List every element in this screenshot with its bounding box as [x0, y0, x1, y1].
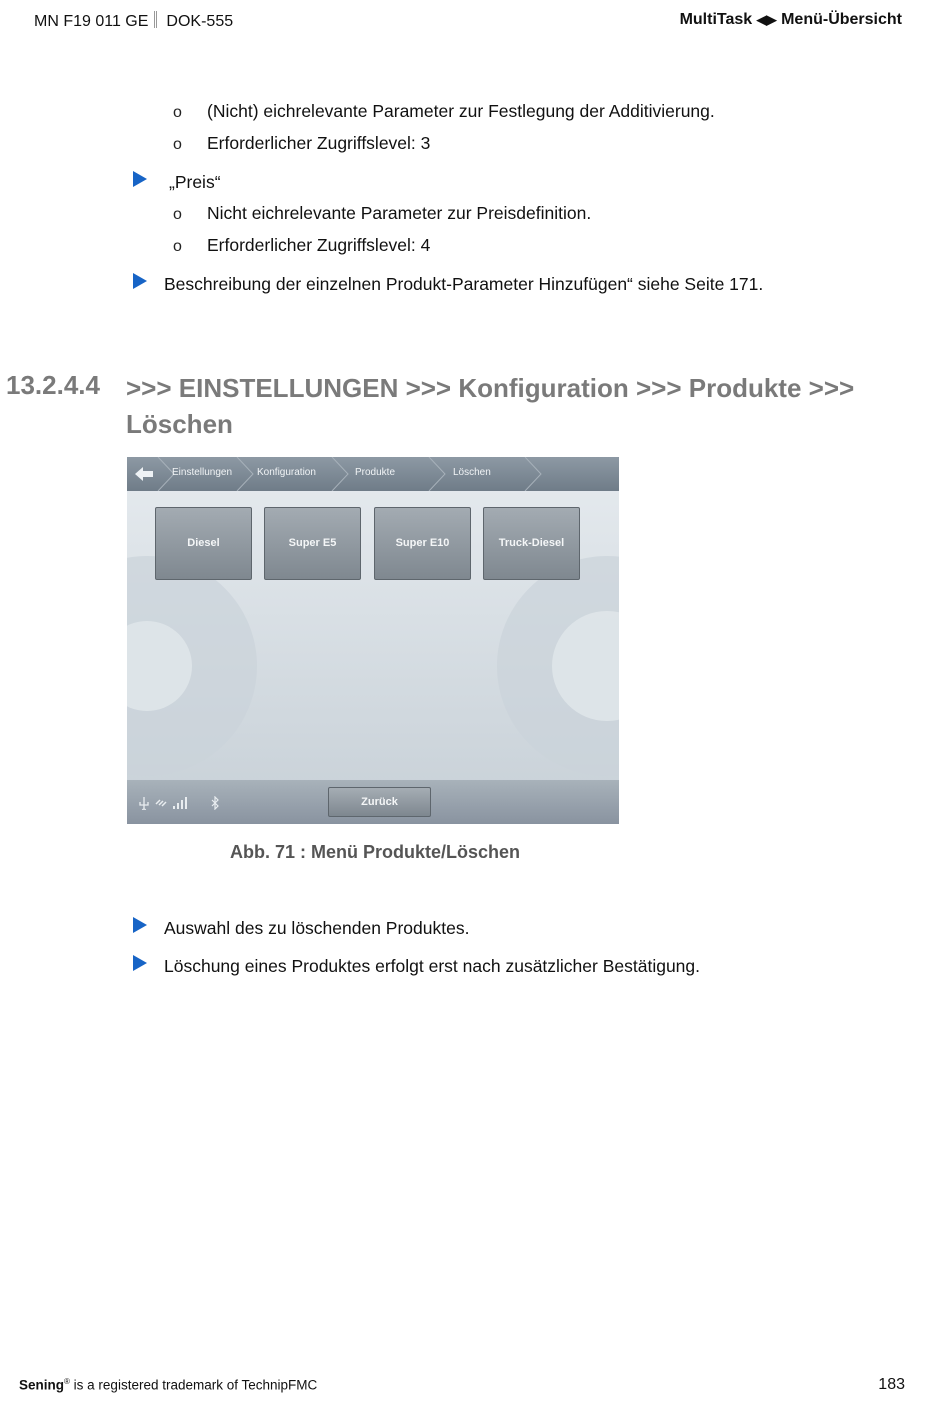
chevron-separator-icon [427, 457, 447, 491]
list-marker: o [173, 238, 182, 255]
signal-icon [172, 796, 188, 810]
breadcrumb-item[interactable]: Konfiguration [257, 467, 316, 478]
doc-id: MN F19 011 GE [34, 13, 149, 30]
bluetooth-icon [210, 796, 220, 810]
bullet-item: Auswahl des zu löschenden Produktes. [164, 918, 470, 938]
breadcrumb-item[interactable]: Löschen [453, 467, 491, 478]
device-screenshot [127, 457, 619, 824]
product-button-super-e5[interactable]: Super E5 [264, 507, 361, 580]
figure-caption: Abb. 71 : Menü Produkte/Löschen [230, 842, 521, 862]
brand-name: Sening [19, 1377, 65, 1393]
bullet-arrow-icon [133, 273, 147, 289]
section-heading: >>> EINSTELLUNGEN >>> Konfiguration >>> Produkte >>> Löschen [126, 373, 855, 439]
bullet-arrow-icon [133, 171, 147, 187]
triangle-right-icon: ▶ [766, 12, 777, 27]
bullet-description: Beschreibung der einzelnen Produkt-Parameter Hinzufügen“ siehe Seite 171. [164, 274, 764, 294]
product-button-diesel[interactable]: Diesel [155, 507, 252, 580]
breadcrumb-item[interactable]: Produkte [355, 467, 396, 478]
header-section-nav [680, 11, 902, 29]
product-button-super-e10[interactable]: Super E10 [374, 507, 471, 580]
footer-trademark [19, 1377, 317, 1393]
list-item: (Nicht) eichrelevante Parameter zur Festlegung der Additivierung. [207, 101, 715, 121]
list-marker: o [173, 206, 182, 223]
list-item: Erforderlicher Zugriffslevel: 3 [207, 133, 431, 153]
back-button[interactable]: Zurück [328, 787, 431, 817]
list-item: Nicht eichrelevante Parameter zur Preisdefinition. [207, 203, 592, 223]
usb-icon [137, 796, 151, 810]
header-doc-ref [34, 11, 233, 31]
list-marker: o [173, 104, 182, 121]
chevron-separator-icon [330, 457, 350, 491]
header-separator [154, 11, 157, 28]
app-name: MultiTask [679, 11, 753, 28]
registered-mark: ® [64, 1377, 70, 1386]
section-number: 13.2.4.4 [6, 370, 100, 400]
list-item: Erforderlicher Zugriffslevel: 4 [207, 235, 431, 255]
trademark-text: is a registered trademark of TechnipFMC [69, 1377, 318, 1393]
product-button-truck-diesel[interactable]: Truck-Diesel [483, 507, 580, 580]
back-arrow-icon[interactable] [133, 464, 155, 484]
section-name: Menü-Übersicht [781, 11, 902, 28]
triangle-left-icon: ◀ [756, 12, 767, 27]
link-icon [154, 796, 168, 810]
bullet-item: Löschung eines Produktes erfolgt erst nach zusätzlicher Bestätigung. [164, 956, 701, 976]
bullet-arrow-icon [133, 917, 147, 933]
list-marker: o [173, 136, 182, 153]
page-number: 183 [878, 1376, 905, 1393]
bullet-preis: „Preis“ [169, 172, 221, 192]
chevron-separator-icon [235, 457, 255, 491]
doc-number: DOK-555 [166, 13, 234, 30]
bullet-arrow-icon [133, 955, 147, 971]
chevron-separator-icon [523, 457, 543, 491]
breadcrumb-item[interactable]: Einstellungen [172, 467, 233, 478]
